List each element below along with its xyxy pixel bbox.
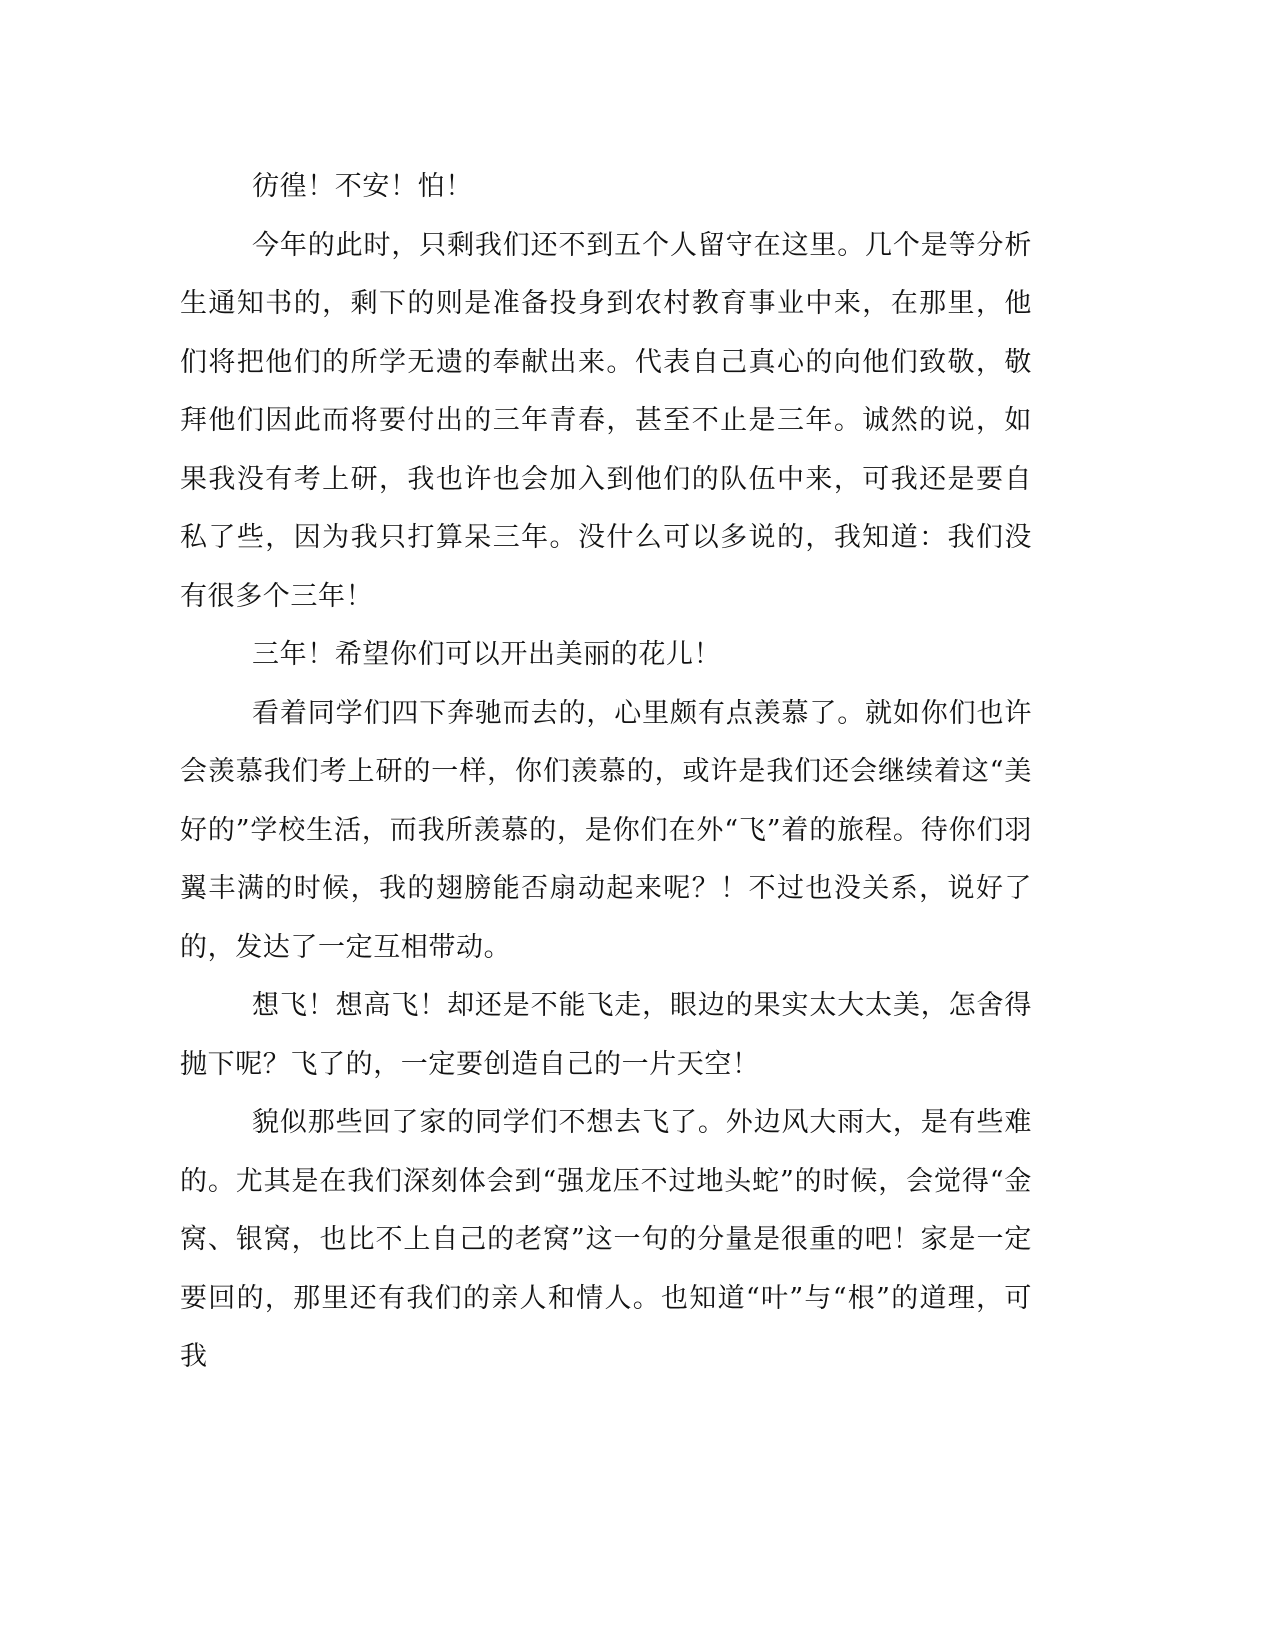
paragraph: 今年的此时，只剩我们还不到五个人留守在这里。几个是等分析生通知书的，剩下的则是准备投身到农村教育事业中来，在那里，他们将把他们的所学无遗的奉献出来。代表自己真心的向他们致敬，敬拜他们因此而将要付出的三年青春，甚至不止是三年。诚然的说，如果我没有考上研，我也许也会加入到他们的队伍中来，可我还是要自私了些，因为我只打算呆三年。没什么可以多说的，我知道：我们没有很多个三年！: [180, 229, 1032, 612]
paragraph: 三年！希望你们可以开出美丽的花儿！: [252, 639, 722, 670]
document-body: [180, 158, 1032, 1387]
paragraph: 看着同学们四下奔驰而去的，心里颇有点羡慕了。就如你们也许会羡慕我们考上研的一样，你们羡慕的，或许是我们还会继续着这“美好的”学校生活，而我所羡慕的，是你们在外“飞”着的旅程。待你们羽翼丰满的时候，我的翅膀能否扇动起来呢？！不过也没关系，说好了的，发达了一定互相带动。: [180, 697, 1032, 963]
paragraph: 彷徨！不安！怕！: [252, 171, 473, 202]
paragraph: 貌似那些回了家的同学们不想去飞了。外边风大雨大，是有些难的。尤其是在我们深刻体会到“强龙压不过地头蛇”的时候，会觉得“金窝、银窝，也比不上自己的老窝”这一句的分量是很重的吧！家是一定要回的，那里还有我们的亲人和情人。也知道“叶”与“根”的道理，可我: [180, 1107, 1032, 1372]
paragraph: 想飞！想高飞！却还是不能飞走，眼边的果实太大太美，怎舍得抛下呢？飞了的，一定要创造自己的一片天空！: [180, 990, 1032, 1080]
